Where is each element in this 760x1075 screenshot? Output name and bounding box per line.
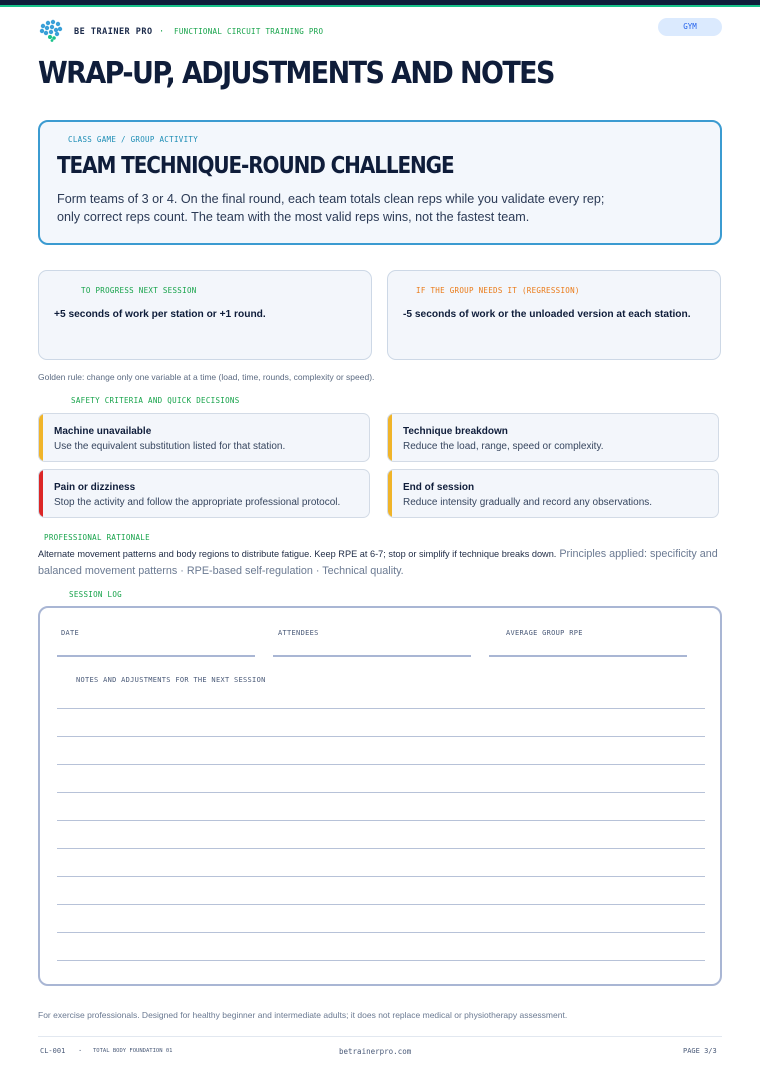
- brand-name: BE TRAINER PRO: [74, 27, 153, 37]
- warning-bar: [388, 414, 392, 461]
- header-separator: ·: [159, 27, 165, 37]
- rationale-text: [38, 546, 718, 580]
- session-log-form: [38, 606, 722, 986]
- safety-item-machine-unavailable: [38, 413, 370, 462]
- program-name: TOTAL BODY FOUNDATION 01: [93, 1048, 173, 1054]
- notes-line[interactable]: [57, 792, 705, 793]
- warning-bar: [39, 414, 43, 461]
- rationale-principles: Principles applied: specificity and balanced movement patterns · RPE-based self-regulation · Technical quality.: [38, 548, 718, 577]
- attendees-field[interactable]: [273, 655, 471, 657]
- safety-item-technique-breakdown: [387, 413, 719, 462]
- brain-logo-icon: [38, 18, 64, 42]
- notes-line[interactable]: [57, 932, 705, 933]
- notes-line[interactable]: [57, 708, 705, 709]
- top-accent-bar: [0, 0, 760, 7]
- footer-separator: ·: [78, 1047, 83, 1055]
- average-rpe-label: AVERAGE GROUP RPE: [506, 629, 583, 637]
- safety-item-title: Pain or dizziness: [54, 482, 136, 493]
- safety-item-text: Reduce the load, range, speed or complexity.: [403, 441, 604, 452]
- game-card: [38, 120, 722, 245]
- safety-item-end-of-session: [387, 469, 719, 518]
- game-card-description: Form teams of 3 or 4. On the final round, each team totals clean reps while you validate every rep; only correct reps count. The team with the most valid reps wins, not the fastest team.: [57, 192, 605, 224]
- notes-line[interactable]: [57, 876, 705, 877]
- date-field[interactable]: [57, 655, 255, 657]
- notes-line[interactable]: [57, 904, 705, 905]
- notes-line[interactable]: [57, 820, 705, 821]
- notes-line[interactable]: [57, 736, 705, 737]
- header-subtitle: FUNCTIONAL CIRCUIT TRAINING PRO: [174, 27, 324, 36]
- safety-item-text: Use the equivalent substitution listed for that station.: [54, 441, 286, 452]
- notes-label: NOTES AND ADJUSTMENTS FOR THE NEXT SESSION: [76, 676, 266, 684]
- warning-bar: [388, 470, 392, 517]
- regression-text: -5 seconds of work or the unloaded version at each station.: [403, 309, 691, 320]
- safety-item-title: Machine unavailable: [54, 426, 152, 437]
- game-card-tag: CLASS GAME / GROUP ACTIVITY: [68, 135, 199, 144]
- website-link[interactable]: betrainerpro.com: [339, 1047, 412, 1056]
- notes-line[interactable]: [57, 848, 705, 849]
- notes-line[interactable]: [57, 960, 705, 961]
- safety-item-title: End of session: [403, 482, 475, 493]
- page-title: WRAP-UP, ADJUSTMENTS AND NOTES: [38, 56, 554, 91]
- safety-item-pain-or-dizziness: [38, 469, 370, 518]
- document-code: CL-001: [40, 1047, 66, 1055]
- date-label: DATE: [61, 629, 80, 637]
- safety-item-title: Technique breakdown: [403, 426, 508, 437]
- disclaimer: For exercise professionals. Designed for healthy beginner and intermediate adults; it does not replace medical or physiotherapy assessment.: [38, 1010, 568, 1020]
- gym-badge: GYM: [658, 18, 722, 36]
- regression-label: IF THE GROUP NEEDS IT (REGRESSION): [416, 286, 580, 295]
- game-card-title: TEAM TECHNIQUE-ROUND CHALLENGE: [57, 151, 454, 179]
- safety-section-label: SAFETY CRITERIA AND QUICK DECISIONS: [71, 396, 240, 405]
- golden-rule: Golden rule: change only one variable at a time (load, time, rounds, complexity or speed).: [38, 372, 375, 382]
- attendees-label: ATTENDEES: [278, 629, 319, 637]
- safety-item-text: Stop the activity and follow the appropriate professional protocol.: [54, 497, 341, 508]
- danger-bar: [39, 470, 43, 517]
- progression-text: +5 seconds of work per station or +1 round.: [54, 309, 266, 320]
- rationale-lead: Alternate movement patterns and body regions to distribute fatigue. Keep RPE at 6-7; stop or simplify if technique breaks down.: [38, 549, 557, 559]
- footer-divider: [38, 1036, 722, 1037]
- progression-card: [38, 270, 372, 360]
- header: [38, 18, 722, 44]
- session-log-label: SESSION LOG: [69, 590, 122, 599]
- progression-label: TO PROGRESS NEXT SESSION: [81, 286, 197, 295]
- average-rpe-field[interactable]: [489, 655, 687, 657]
- rationale-section-label: PROFESSIONAL RATIONALE: [44, 533, 150, 542]
- notes-line[interactable]: [57, 764, 705, 765]
- safety-item-text: Reduce intensity gradually and record any observations.: [403, 497, 653, 508]
- page-number: PAGE 3/3: [683, 1047, 717, 1055]
- regression-card: [387, 270, 721, 360]
